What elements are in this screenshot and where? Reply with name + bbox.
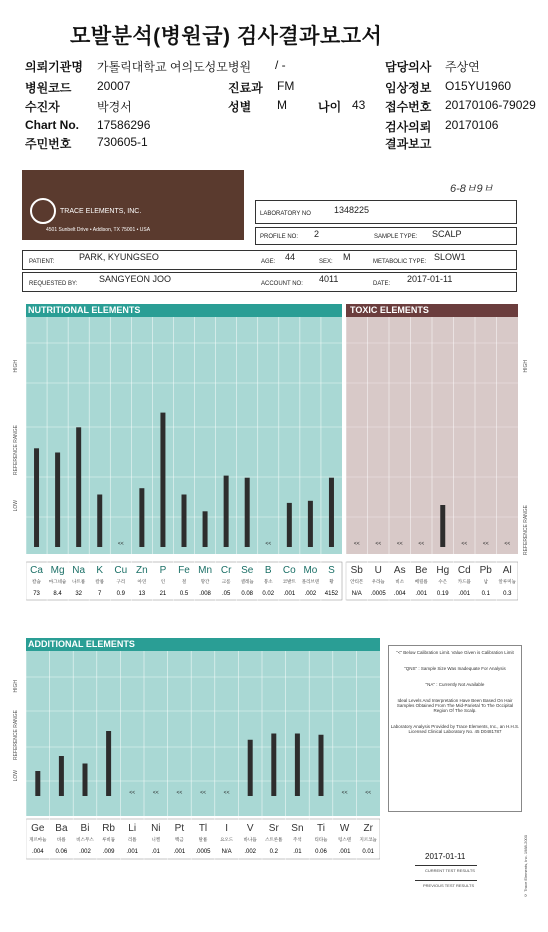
- nutritional-korean-cu: 구리: [116, 579, 126, 584]
- additional-value-w: .001: [338, 849, 351, 855]
- nutritional-symbol-fe: Fe: [178, 565, 190, 576]
- nutritional-value-mg: 8.4: [53, 591, 62, 597]
- additional-symbol-sn: Sn: [291, 823, 304, 834]
- value-request-date: 20170106: [445, 118, 499, 132]
- nutritional-value-zn: 13: [138, 591, 146, 597]
- nutritional-symbol-zn: Zn: [136, 565, 148, 576]
- value-clinical-info: O15YU1960: [445, 79, 512, 93]
- toxic-symbol-as: As: [393, 565, 406, 576]
- patient-label: PATIENT:: [29, 259, 55, 265]
- company-logo: [30, 198, 150, 218]
- copyright: © Trace Elements, Inc. 1988-2000: [523, 835, 528, 898]
- additional-value-sn: .01: [293, 849, 302, 855]
- toxic-korean-cd: 카드뮴: [457, 579, 471, 584]
- label-chart-no: Chart No.: [25, 118, 79, 132]
- nutritional-symbol-ca: Ca: [30, 565, 43, 576]
- value-hospital-code: 20007: [97, 79, 131, 93]
- additional-korean-sn: 주석: [293, 837, 302, 842]
- date-label: DATE:: [373, 281, 391, 287]
- nutritional-bar-zn: [139, 488, 144, 547]
- additional-korean-ti: 티타늄: [314, 837, 328, 842]
- nutritional-symbol-k: K: [96, 565, 104, 576]
- additional-below-limit-w: <<: [341, 790, 348, 796]
- label-department: 진료과: [228, 81, 263, 95]
- additional-symbol-ti: Ti: [317, 823, 325, 834]
- toxic-korean-hg: 수은: [438, 579, 448, 584]
- requested-box: [22, 272, 517, 292]
- additional-symbol-tl: Tl: [198, 823, 208, 834]
- nutritional-below-limit-cu: <<: [117, 541, 124, 547]
- note-laboratory: Laboratory Analysis Provided by Trace Elements, Inc., an H.H.S. Licensed Clinical Laboratory No. 45 D0481787: [390, 724, 520, 734]
- nutritional-symbol-s: S: [328, 565, 335, 576]
- additional-symbol-li: Li: [128, 823, 137, 834]
- toxic-title: TOXIC ELEMENTS: [350, 305, 429, 315]
- age-label: AGE:: [261, 259, 276, 265]
- nutritional-korean-mo: 몰리브덴: [301, 579, 320, 584]
- value-receipt-no: 20170106-79029: [445, 98, 536, 112]
- additional-korean-zr: 지르코늄: [359, 837, 377, 842]
- additional-symbol-ni: Ni: [151, 823, 161, 834]
- nutritional-korean-mg: 마그네슘: [48, 579, 67, 584]
- patient-value: PARK, KYUNGSEO: [79, 252, 159, 262]
- additional-value-tl: .0005: [195, 849, 211, 855]
- nutritional-toxic-chart: [26, 317, 518, 602]
- additional-korean-ge: 게르마늄: [29, 837, 47, 842]
- additional-value-sr: 0.2: [269, 849, 278, 855]
- toxic-symbol-sb: Sb: [350, 565, 363, 576]
- nutritional-below-limit-b: <<: [265, 541, 272, 547]
- additional-value-ni: .01: [151, 849, 160, 855]
- nutritional-bar-mn: [203, 511, 208, 547]
- account-no-label: ACCOUNT NO:: [261, 281, 303, 287]
- additional-korean-bi: 비스무스: [76, 837, 94, 842]
- toxic-symbol-hg: Hg: [436, 565, 450, 576]
- label-age: 나이: [318, 100, 342, 114]
- nutritional-bar-fe: [182, 495, 187, 548]
- toxic-below-limit-pb: <<: [482, 541, 489, 547]
- additional-below-limit-tl: <<: [200, 790, 206, 796]
- nutritional-value-s: 4152: [324, 591, 339, 597]
- additional-symbol-w: W: [339, 823, 350, 834]
- nutritional-symbol-p: P: [159, 565, 167, 576]
- sex-label: SEX:: [319, 259, 333, 265]
- requested-by-value: SANGYEON JOO: [99, 274, 172, 284]
- nutritional-korean-na: 나트륨: [72, 579, 86, 584]
- additional-high-label: HIGH: [13, 680, 19, 693]
- toxic-below-limit-u: <<: [375, 541, 382, 547]
- toxic-below-limit-be: <<: [418, 541, 425, 547]
- value-department: FM: [277, 79, 295, 93]
- nutritional-symbol-b: B: [264, 565, 272, 576]
- label-receipt-no: 접수번호: [385, 100, 432, 114]
- additional-below-limit-zr: <<: [365, 790, 372, 796]
- nutritional-korean-s: 황: [329, 579, 334, 584]
- additional-value-ba: 0.06: [55, 849, 68, 855]
- toxic-korean-be: 베릴륨: [414, 579, 428, 584]
- age-value: 44: [285, 252, 296, 262]
- additional-korean-w: 텅스텐: [338, 837, 352, 842]
- value-patient: 박경서: [97, 100, 132, 114]
- globe-icon: [30, 198, 56, 224]
- nutritional-korean-k: 칼륨: [95, 579, 105, 584]
- nutritional-symbol-mo: Mo: [303, 565, 318, 576]
- additional-bar-sr: [271, 734, 276, 797]
- profile-label: PROFILE NO:: [260, 234, 299, 240]
- additional-bar-rb: [106, 731, 111, 796]
- toxic-value-al: 0.3: [503, 591, 512, 597]
- nutritional-bar-cr: [224, 476, 229, 547]
- notes: [390, 650, 520, 745]
- nutritional-value-p: 21: [159, 591, 167, 597]
- patient-box: [22, 250, 517, 270]
- toxic-korean-al: 알루미늄: [498, 579, 516, 584]
- toxic-value-be: .001: [415, 591, 428, 597]
- nutritional-value-fe: 0.5: [179, 591, 189, 597]
- additional-value-li: .001: [126, 849, 139, 855]
- profile-value: 2: [314, 229, 320, 239]
- date-value: 2017-01-11: [407, 274, 453, 284]
- toxic-symbol-u: U: [374, 565, 382, 576]
- nutritional-bar-mo: [308, 501, 313, 547]
- nutritional-value-mn: .008: [199, 591, 211, 597]
- additional-symbol-i: I: [225, 823, 228, 834]
- toxic-below-limit-al: <<: [504, 541, 511, 547]
- previous-results-label: PREVIOUS TEST RESULTS: [423, 883, 475, 888]
- nutritional-value-na: 32: [75, 591, 83, 597]
- additional-symbol-ge: Ge: [31, 823, 45, 834]
- additional-korean-rb: 루비듐: [102, 837, 116, 842]
- additional-symbol-v: V: [246, 823, 254, 834]
- label-clinical-info: 임상정보: [385, 81, 432, 95]
- sex-value: M: [343, 252, 351, 262]
- additional-value-bi: .002: [79, 849, 91, 855]
- additional-below-limit-pt: <<: [176, 790, 183, 796]
- additional-reference-label: REFERENCE RANGE: [13, 710, 19, 761]
- nutritional-bar-ca: [34, 448, 39, 547]
- toxic-korean-pb: 납: [483, 579, 488, 584]
- label-hospital-code: 병원코드: [25, 81, 72, 95]
- nutritional-korean-zn: 아연: [137, 579, 147, 584]
- additional-chart: [26, 651, 380, 863]
- additional-korean-pt: 백금: [175, 837, 184, 842]
- toxic-value-u: .0005: [370, 591, 386, 597]
- nutritional-value-cr: .05: [221, 591, 231, 597]
- toxic-symbol-pb: Pb: [479, 565, 492, 576]
- nutritional-value-k: 7: [98, 591, 102, 597]
- metabolic-type-label: METABOLIC TYPE:: [373, 259, 427, 265]
- label-sex: 성별: [228, 100, 252, 114]
- nutritional-symbol-na: Na: [72, 565, 86, 576]
- value-age: 43: [352, 98, 366, 112]
- nutritional-korean-fe: 철: [181, 579, 187, 584]
- nutritional-symbol-cu: Cu: [114, 565, 128, 576]
- note-calibration: "<" Below Calibration Limit. Value Given is Calibration Limit: [396, 650, 514, 655]
- additional-bar-bi: [83, 764, 88, 797]
- reference-range-label: REFERENCE RANGE: [13, 425, 19, 476]
- nutritional-bar-co: [287, 503, 292, 547]
- nutritional-symbol-mn: Mn: [198, 565, 213, 576]
- toxic-value-cd: .001: [458, 591, 471, 597]
- additional-title: ADDITIONAL ELEMENTS: [28, 639, 135, 649]
- nutritional-symbol-se: Se: [241, 565, 254, 576]
- value-institution-suffix: / -: [275, 58, 286, 72]
- toxic-below-limit-cd: <<: [461, 541, 468, 547]
- toxic-reference-label: REFERENCE RANGE: [523, 505, 529, 556]
- additional-symbol-pt: Pt: [174, 823, 185, 834]
- additional-value-zr: 0.01: [362, 849, 375, 855]
- profile-box: [255, 227, 517, 245]
- lab-no-box: [255, 200, 517, 224]
- value-chart-no: 17586296: [97, 118, 151, 132]
- nutritional-value-b: 0.02: [262, 591, 275, 597]
- company-name: TRACE ELEMENTS, INC.: [60, 207, 142, 215]
- toxic-bar-hg: [440, 505, 445, 547]
- additional-korean-li: 리튬: [127, 837, 137, 842]
- additional-below-limit-li: <<: [129, 790, 136, 796]
- toxic-symbol-cd: Cd: [457, 565, 471, 576]
- toxic-symbol-be: Be: [415, 565, 428, 576]
- company-address: 4501 Sunbelt Drive • Addison, TX 75001 • USA: [46, 227, 151, 233]
- additional-bar-sn: [295, 734, 300, 797]
- note-qns: "QNS" : Sample Size Was Inadequate For Analysis: [404, 666, 506, 671]
- toxic-value-pb: 0.1: [481, 591, 490, 597]
- additional-bar-v: [248, 740, 253, 796]
- nutritional-bar-p: [160, 413, 165, 547]
- additional-value-ge: .004: [31, 849, 44, 855]
- lab-no-value: 1348225: [334, 205, 370, 215]
- nutritional-bar-se: [245, 478, 250, 547]
- additional-below-limit-ni: <<: [152, 790, 159, 796]
- additional-value-ti: 0.06: [315, 849, 327, 855]
- additional-bar-ge: [35, 771, 40, 796]
- note-na: "NA" : Currently Not Available: [425, 682, 485, 687]
- nutritional-title: NUTRITIONAL ELEMENTS: [28, 305, 141, 315]
- nutritional-symbol-cr: Cr: [220, 565, 232, 576]
- additional-value-rb: .009: [102, 849, 115, 855]
- value-resident-no: 730605-1: [97, 135, 148, 149]
- footer-line-previous: [415, 880, 477, 881]
- requested-by-label: REQUESTED BY:: [29, 281, 78, 287]
- additional-below-limit-i: <<: [223, 790, 230, 796]
- label-report: 결과보고: [385, 137, 432, 151]
- additional-symbol-bi: Bi: [80, 823, 90, 834]
- nutritional-bar-na: [76, 427, 81, 547]
- toxic-korean-as: 비소: [395, 579, 405, 584]
- additional-korean-sr: 스트론튬: [265, 837, 283, 842]
- low-label: LOW: [13, 500, 19, 512]
- nutritional-symbol-mg: Mg: [50, 565, 65, 576]
- nutritional-bar-mg: [55, 453, 60, 548]
- additional-symbol-zr: Zr: [363, 823, 373, 834]
- label-doctor: 담당의사: [385, 60, 432, 74]
- nutritional-bar-s: [329, 478, 334, 547]
- toxic-korean-u: 우라늄: [371, 579, 385, 584]
- additional-korean-ba: 바륨: [57, 837, 66, 842]
- additional-bar-ti: [319, 735, 324, 796]
- toxic-below-limit-sb: <<: [353, 541, 360, 547]
- nutritional-korean-cr: 크롬: [221, 579, 231, 584]
- additional-korean-v: 바나듐: [243, 837, 257, 842]
- additional-korean-tl: 탈륨: [198, 837, 208, 842]
- nutritional-value-se: 0.08: [241, 591, 254, 597]
- additional-symbol-rb: Rb: [102, 823, 115, 834]
- toxic-high-label: HIGH: [523, 360, 529, 373]
- additional-low-label: LOW: [13, 770, 19, 782]
- additional-symbol-ba: Ba: [55, 823, 68, 834]
- note-interpretation: Ideal Levels And Interpretation Have Been Based On Hair Samples Obtained From The Mid-Parietal To The Occipital Region Of The Scalp.: [396, 698, 514, 713]
- nutritional-korean-b: 붕소: [263, 579, 273, 584]
- toxic-value-as: .004: [393, 591, 406, 597]
- nutritional-bar-k: [97, 495, 102, 548]
- metabolic-type-value: SLOW1: [434, 252, 466, 262]
- label-resident-no: 주민번호: [25, 137, 72, 151]
- nutritional-korean-p: 인: [160, 579, 166, 584]
- current-results-label: CURRENT TEST RESULTS: [425, 868, 475, 873]
- label-request-date: 검사의뢰: [385, 120, 432, 134]
- label-patient: 수진자: [25, 100, 60, 114]
- additional-bar-ba: [59, 756, 64, 796]
- nutritional-value-mo: .002: [304, 591, 317, 597]
- handwritten-note: 6-8ㅂ9ㅂ: [450, 183, 494, 195]
- nutritional-symbol-co: Co: [282, 565, 296, 576]
- additional-value-pt: .001: [173, 849, 186, 855]
- additional-value-v: .002: [244, 849, 257, 855]
- nutritional-value-co: .001: [283, 591, 296, 597]
- account-no-value: 4011: [319, 274, 339, 284]
- value-doctor: 주상연: [445, 60, 480, 74]
- high-label: HIGH: [13, 360, 19, 373]
- toxic-value-hg: 0.19: [436, 591, 449, 597]
- toxic-symbol-al: Al: [502, 565, 512, 576]
- sample-type-label: SAMPLE TYPE:: [374, 234, 418, 240]
- footer-line-current: [415, 865, 477, 866]
- toxic-korean-sb: 안티몬: [350, 579, 364, 584]
- nutritional-korean-mn: 망간: [200, 579, 210, 584]
- toxic-below-limit-as: <<: [396, 541, 403, 547]
- toxic-value-sb: N/A: [351, 591, 362, 597]
- nutritional-value-ca: 73: [33, 591, 40, 597]
- footer-date: 2017-01-11: [425, 852, 466, 861]
- nutritional-korean-co: 코발트: [282, 579, 296, 584]
- nutritional-korean-ca: 칼슘: [32, 579, 41, 584]
- additional-korean-ni: 니켈: [151, 837, 161, 842]
- additional-symbol-sr: Sr: [268, 823, 279, 834]
- report-title: 모발분석(병원급) 검사결과보고서: [70, 25, 383, 48]
- sample-type-value: SCALP: [432, 229, 462, 239]
- additional-korean-i: 요오드: [220, 837, 234, 842]
- nutritional-korean-se: 셀레늄: [240, 579, 254, 584]
- value-institution: 가톨릭대학교 여의도성모병원: [97, 60, 252, 74]
- label-institution: 의뢰기관명: [25, 60, 83, 74]
- lab-no-label: LABORATORY NO: [260, 211, 311, 217]
- additional-value-i: N/A: [221, 849, 232, 855]
- value-sex: M: [277, 98, 287, 112]
- nutritional-value-cu: 0.9: [116, 591, 125, 597]
